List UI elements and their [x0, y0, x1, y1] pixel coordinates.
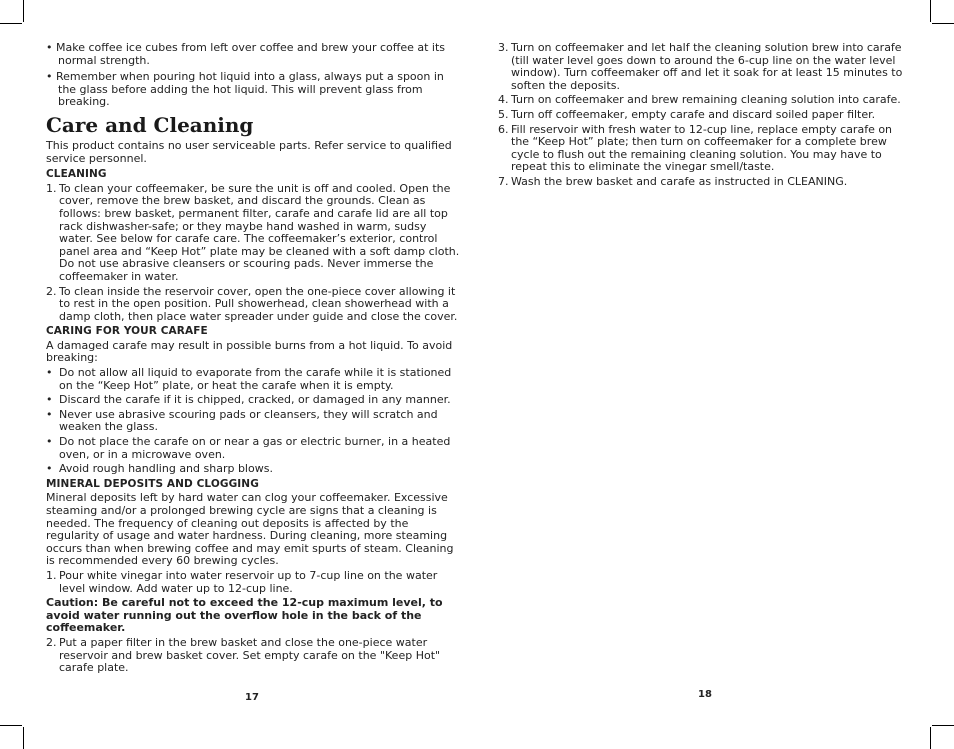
crop-mark	[0, 725, 22, 726]
item-text: To clean your coffeemaker, be sure the unit is off and cooled. Open the cover, remove the brew basket, and discard the grounds. Clean as follows: brew basket, permanent filter, carafe and carafe lid are all top rack dishwasher-safe; or they maybe hand washed in warm, sudsy water. See below for carafe care. The coffeemaker’s exterior, control panel area and “Keep Hot” plate may be cleaned with a soft damp cloth. Do not use abrasive cleansers or scouring pads. Never immerse the coffeemaker in water.	[59, 181, 460, 283]
section-heading-carafe: CARING FOR YOUR CARAFE	[46, 325, 208, 338]
bullet-icon: •	[46, 393, 53, 407]
item-text: Fill reservoir with fresh water to 12-cup line, replace empty carafe on the “Keep Hot” plate; then turn on coffeemaker for a complete brew cycle to flush out the remaining cleaning solution. You may have to repeat this to eliminate the vinegar smell/taste.	[511, 122, 893, 174]
crop-mark	[0, 23, 22, 24]
list-item	[46, 409, 460, 434]
list-item	[46, 394, 460, 407]
tip-bullet: • Remember when pouring hot liquid into a glass, always put a spoon in the glass before adding the hot liquid. This will prevent glass from breaking.	[46, 70, 444, 109]
item-number: 4.	[498, 93, 509, 107]
item-text: Do not allow all liquid to evaporate from the carafe while it is stationed on the “Keep Hot” plate, or heat the carafe when it is empty.	[59, 366, 452, 392]
page-number-right: 18	[698, 689, 712, 700]
item-text: Turn off coffeemaker, empty carafe and discard soiled paper filter.	[511, 107, 876, 121]
item-text: Discard the carafe if it is chipped, cracked, or damaged in any manner.	[59, 393, 451, 407]
item-number: 1.	[46, 568, 57, 582]
crop-mark	[23, 0, 24, 22]
item-number: 7.	[498, 174, 509, 188]
item-text: Turn on coffeemaker and brew remaining cleaning solution into carafe.	[511, 93, 901, 107]
page-title: Care and Cleaning	[46, 112, 254, 137]
crop-mark	[932, 725, 954, 726]
list-item	[498, 124, 904, 174]
list-item	[46, 286, 460, 324]
list-item	[46, 570, 460, 595]
caution-text: Caution: Be careful not to exceed the 12-cup maximum level, to avoid water running out the overflow hole in the back of the coffeemaker.	[46, 596, 443, 635]
item-number: 2.	[46, 284, 57, 298]
item-text: Put a paper filter in the brew basket and close the one-piece water reservoir and brew basket cover. Set empty carafe on the "Keep Hot" carafe plate.	[59, 635, 441, 675]
crop-mark	[23, 727, 24, 749]
list-item	[498, 176, 904, 189]
crop-mark	[930, 727, 931, 749]
crop-mark	[930, 0, 931, 22]
list-item	[46, 183, 460, 284]
tip-bullet: • Make coffee ice cubes from left over coffee and brew your coffee at its normal strength.	[46, 41, 446, 67]
item-number: 5.	[498, 107, 509, 121]
section-heading-mineral: MINERAL DEPOSITS AND CLOGGING	[46, 477, 259, 490]
section-heading-cleaning: CLEANING	[46, 168, 107, 181]
item-number: 2.	[46, 635, 57, 649]
right-page	[498, 42, 904, 191]
left-page	[46, 42, 460, 677]
mineral-paragraph: Mineral deposits left by hard water can clog your coffeemaker. Excessive steaming and/or a prolonged brewing cycle are signs that a cleaning is needed. The frequency of cleaning out deposits is affected by the regularity of usage and water hardness. During cleaning, more steaming occurs than when brewing coffee and may emit spurts of steam. Cleaning is recommended every 60 brewing cycles.	[46, 491, 454, 568]
page-number-left: 17	[245, 692, 259, 703]
item-number: 6.	[498, 122, 509, 136]
item-text: Turn on coffeemaker and let half the cleaning solution brew into carafe (till water level goes down to around the 6-cup line on the water level window). Turn coffeemaker off and let it soak for at least 15 minutes to soften the deposits.	[511, 41, 903, 92]
bullet-icon: •	[46, 462, 53, 476]
item-text: Pour white vinegar into water reservoir up to 7-cup line on the water level window. Add water up to 12-cup line.	[59, 568, 438, 595]
list-item	[498, 42, 904, 92]
list-item	[498, 94, 904, 107]
item-text: To clean inside the reservoir cover, open the one-piece cover allowing it to rest in the open position. Pull showerhead, clean showerhead with a damp cloth, then place water spreader under guide and close the cover.	[59, 284, 458, 323]
item-text: Do not place the carafe on or near a gas or electric burner, in a heated oven, or in a microwave oven.	[59, 435, 451, 461]
list-item	[498, 109, 904, 122]
crop-mark	[932, 23, 954, 24]
list-item	[46, 637, 460, 675]
carafe-intro: A damaged carafe may result in possible burns from a hot liquid. To avoid breaking:	[46, 338, 453, 365]
item-text: Never use abrasive scouring pads or cleansers, they will scratch and weaken the glass.	[59, 407, 438, 434]
item-text: Avoid rough handling and sharp blows.	[59, 462, 273, 476]
item-number: 3.	[498, 41, 509, 54]
item-text: Wash the brew basket and carafe as instructed in CLEANING.	[511, 174, 848, 188]
list-item	[46, 367, 460, 392]
bullet-icon: •	[46, 407, 53, 421]
item-number: 1.	[46, 181, 57, 195]
list-item	[46, 436, 460, 461]
intro-text: This product contains no user serviceable parts. Refer service to qualified service personnel.	[46, 138, 452, 165]
list-item	[46, 463, 460, 476]
bullet-icon: •	[46, 435, 53, 449]
bullet-icon: •	[46, 366, 53, 380]
